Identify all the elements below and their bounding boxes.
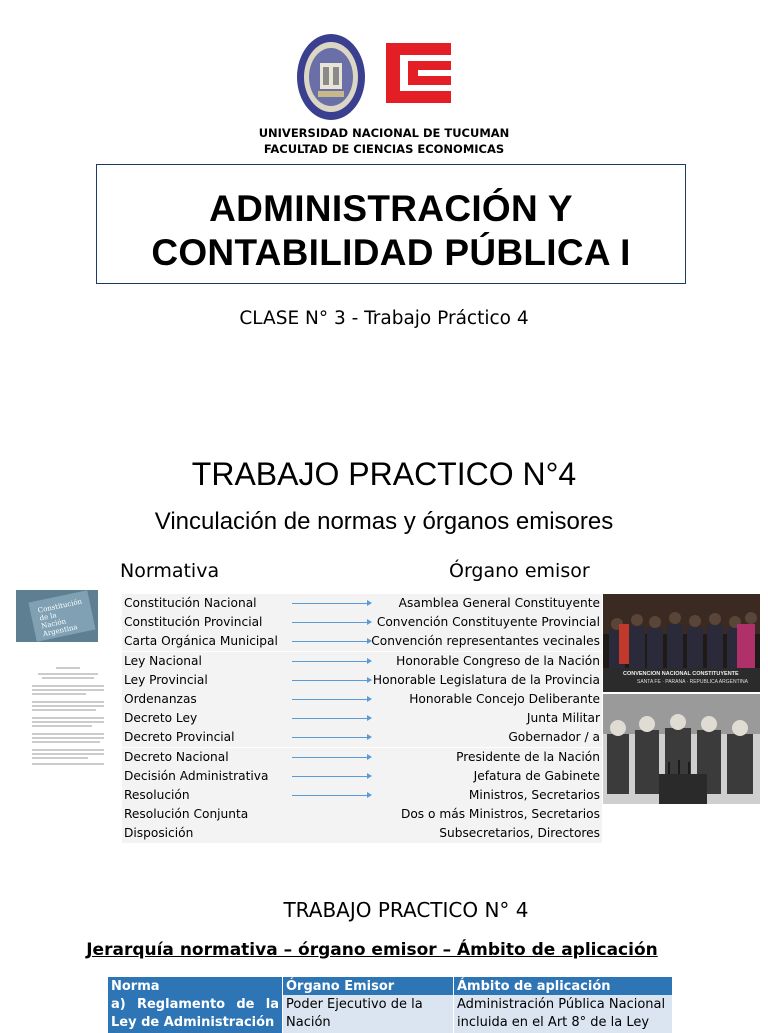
cell-norma: a) Reglamento de la Ley de Administración xyxy=(108,995,283,1033)
norma-label: Decreto Ley xyxy=(124,711,198,726)
tp-title: TRABAJO PRACTICO N°4 xyxy=(191,456,577,492)
organo-label: Ministros, Secretarios xyxy=(468,788,600,802)
norma-label: Resolución xyxy=(124,788,190,802)
organo-label: Jefatura de Gabinete xyxy=(473,768,600,783)
table-row xyxy=(122,652,602,672)
arrow-icon xyxy=(292,718,368,719)
constitution-book-image xyxy=(16,590,98,642)
course-title-box xyxy=(96,164,686,284)
table-header-row xyxy=(108,977,673,995)
header-norma: Norma xyxy=(108,977,283,995)
organo-label: Honorable Congreso de la Nación xyxy=(396,653,600,668)
header-ambito: Ámbito de aplicación xyxy=(454,977,673,995)
table-row xyxy=(122,767,602,787)
table-row xyxy=(122,786,602,806)
tp-subtitle: Vinculación de normas y órganos emisores xyxy=(154,508,614,535)
jerarquia-table xyxy=(108,977,673,1033)
organo-label: Convención Constituyente Provincial xyxy=(376,615,600,630)
norma-label: Disposición xyxy=(124,826,194,841)
organo-label: Presidente de la Nación xyxy=(456,749,600,764)
organo-label: Asamblea General Constituyente xyxy=(398,596,600,610)
norma-label: Resolución Conjunta xyxy=(124,807,249,822)
faculty-logo xyxy=(386,43,451,103)
organo-label: Junta Militar xyxy=(526,711,600,726)
norma-label: Decreto Nacional xyxy=(124,749,229,764)
arrow-icon xyxy=(292,757,368,758)
constitutional-convention-photo xyxy=(603,594,760,692)
arrow-icon xyxy=(292,680,368,681)
table-row xyxy=(122,671,602,691)
norma-label: Ley Provincial xyxy=(124,672,208,687)
norma-label: Decisión Administrativa xyxy=(124,768,269,783)
table-row xyxy=(122,594,602,614)
table-row xyxy=(122,613,602,633)
arrow-icon xyxy=(292,699,368,700)
cell-ambito: Administración Pública Nacional incluida en el Art 8° de la Ley xyxy=(454,995,673,1033)
jerarquia-heading xyxy=(0,940,744,960)
column-organo-emisor: Órgano emisor xyxy=(449,560,590,582)
organo-label: Dos o más Ministros, Secretarios xyxy=(400,807,600,822)
organo-label: Convención representantes vecinales xyxy=(371,634,600,649)
arrow-icon xyxy=(292,641,368,642)
table-row xyxy=(122,709,602,729)
table-row xyxy=(108,995,673,1033)
organo-label: Honorable Concejo Deliberante xyxy=(409,692,600,706)
table-row xyxy=(122,805,602,825)
photo-caption-2: SANTA FE · PARANA · REPUBLICA ARGENTINA xyxy=(637,679,748,685)
arrow-icon xyxy=(292,737,368,738)
header-organo-emisor: Órgano Emisor xyxy=(283,977,454,995)
arrow-icon xyxy=(292,661,368,662)
norma-label: Ley Nacional xyxy=(124,653,202,668)
arrow-icon xyxy=(292,603,368,604)
table-row xyxy=(122,690,602,710)
organo-label: Subsecretarios, Directores xyxy=(439,826,600,841)
tp3-title: TRABAJO PRACTICO N° 4 xyxy=(283,898,529,922)
norma-label: Constitución Nacional xyxy=(124,596,257,610)
table-row xyxy=(122,748,602,768)
university-name: UNIVERSIDAD NACIONAL DE TUCUMAN xyxy=(258,126,510,140)
column-normativa: Normativa xyxy=(120,560,220,582)
cell-organo: Poder Ejecutivo de la Nación xyxy=(283,995,454,1033)
faculty-name: FACULTAD DE CIENCIAS ECONOMICAS xyxy=(263,142,505,156)
organo-label: Gobernador / a xyxy=(508,730,600,745)
arrow-icon xyxy=(292,776,368,777)
course-title-line2: CONTABILIDAD PÚBLICA I xyxy=(151,232,631,273)
military-junta-photo xyxy=(603,694,760,804)
norma-label: Constitución Provincial xyxy=(124,615,263,630)
norma-label: Carta Orgánica Municipal xyxy=(124,634,278,649)
organo-label: Honorable Legislatura de la Provincia xyxy=(372,672,600,687)
table-row xyxy=(122,728,602,748)
jerarquia-heading-text: Jerarquía normativa – órgano emisor – Ámbito de aplicación xyxy=(86,940,658,960)
law-document-image xyxy=(26,662,110,772)
table-row xyxy=(122,632,602,652)
class-subtitle: CLASE N° 3 - Trabajo Práctico 4 xyxy=(239,308,529,329)
table-row xyxy=(122,824,602,844)
arrow-icon xyxy=(292,622,368,623)
arrow-icon xyxy=(292,795,368,796)
photo-caption: CONVENCION NACIONAL CONSTITUYENTE xyxy=(623,671,739,677)
course-title-line1: ADMINISTRACIÓN Y xyxy=(209,188,573,229)
book-cover-text: Constitución de la Nación Argentina xyxy=(37,597,83,639)
norma-label: Decreto Provincial xyxy=(124,730,235,745)
norma-label: Ordenanzas xyxy=(124,692,197,706)
university-seal xyxy=(296,33,366,121)
